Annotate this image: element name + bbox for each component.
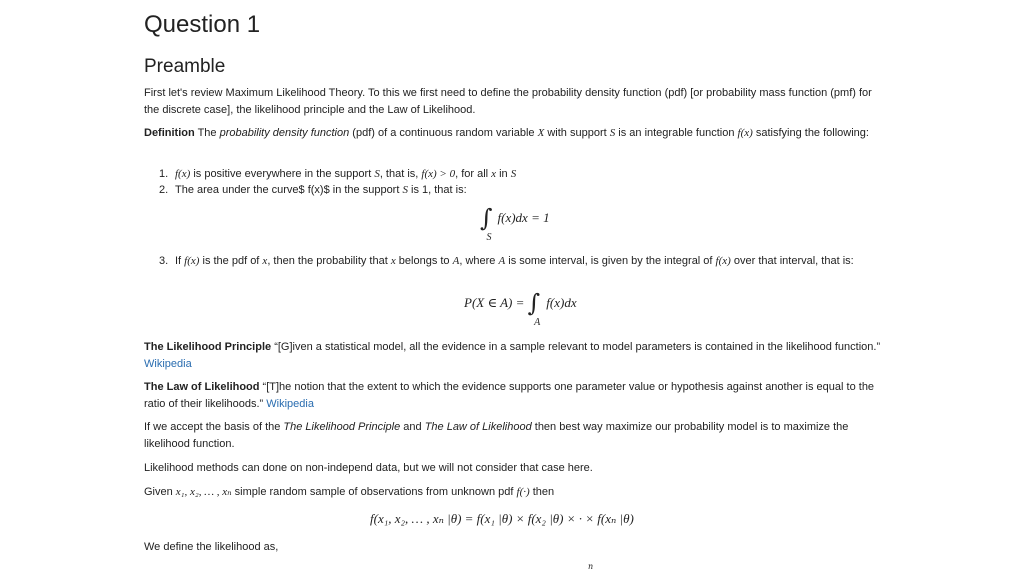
accept-paragraph: If we accept the basis of the The Likelihood Principle and The Law of Likelihood then best way maximize our probability model is to maximize the likelihood function. <box>144 421 849 450</box>
intro-paragraph: First let's review Maximum Likelihood Theory. To this we first need to define the probability density function (pdf) [or probability mass function (pmf) for the discrete case], the likelihood principle and the Law of Likelihood. <box>144 87 872 116</box>
wikipedia-link[interactable]: Wikipedia <box>144 358 192 370</box>
list-item: 1. f(x) is positive everywhere in the support S, that is, f(x) > 0, for all x in S <box>159 168 517 180</box>
definition-label: Definition <box>144 127 195 139</box>
likelihood-definition-paragraph: We define the likelihood as, <box>144 541 279 553</box>
wikipedia-link[interactable]: Wikipedia <box>266 398 314 410</box>
definition-paragraph: Definition The probability density function (pdf) of a continuous random variable X with support S is an integrable function f(x) satisfying the following: <box>144 127 869 139</box>
cutoff-equation-fragment: n <box>588 562 594 571</box>
probability-equation: P(X ∈ $A) = \int_Af(x)dx$ <box>464 289 577 328</box>
list-item: 3. If f(x) is the pdf of x, then the probability that x belongs to A, where A is some interval, is given by the integral of f(x) over that interval, that is: <box>159 255 854 267</box>
given-paragraph: Given x₁, x₂, … , xₙ simple random sample of observations from unknown pdf f(·) then <box>144 486 555 498</box>
likelihood-principle-paragraph: The Likelihood Principle “[G]iven a statistical model, all the evidence in a sample relevant to model parameters is contained in the likelihood function.” Wikipedia <box>144 341 881 370</box>
section-heading: Preamble <box>144 56 226 77</box>
list-item: 2. The area under the curve$ f(x)$ in the support S is 1, that is: <box>159 184 467 196</box>
integral-equation: $\int_Sf(x)dx = 1$ <box>480 204 550 243</box>
methods-paragraph: Likelihood methods can done on non-independ data, but we will not consider that case here. <box>144 462 593 474</box>
joint-pdf-equation: f(x₁, x₂, … , xₙ |θ) = f(x₁ |θ) × f(x₂ |θ) × · × f(xₙ |θ) <box>370 511 634 526</box>
page-title: Question 1 <box>144 11 261 38</box>
law-of-likelihood-paragraph: The Law of Likelihood “[T]he notion that the extent to which the evidence supports one parameter value or hypothesis against another is equal to the ratio of their likelihoods.” Wikipedia <box>144 381 875 410</box>
